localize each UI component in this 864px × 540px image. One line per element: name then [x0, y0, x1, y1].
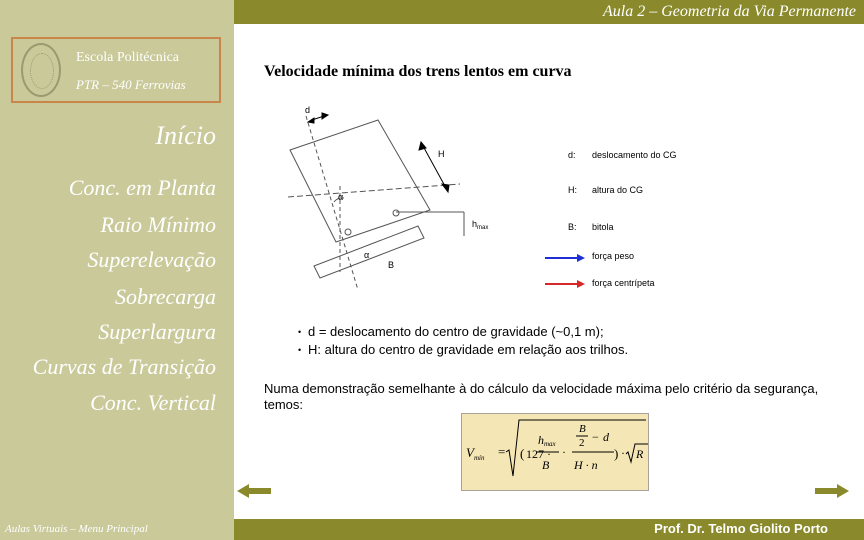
legend-desc-d: deslocamento do CG: [592, 150, 677, 160]
diagram-B-label: B: [388, 260, 395, 270]
vehicle-body: [290, 120, 430, 242]
rail-right: [393, 210, 399, 216]
svg-text:Vmín: $V_{mín}$: [466, 445, 485, 462]
arrow-right-icon: [815, 484, 849, 498]
diagram-alpha-2: α: [364, 250, 370, 260]
menu-item-sobrecarga[interactable]: Sobrecarga: [114, 284, 216, 309]
header-bar: [234, 0, 864, 24]
prev-slide-button[interactable]: [237, 484, 273, 498]
demonstration-paragraph: Numa demonstração semelhante à do cálculo da velocidade máxima pelo critério da segurança, temos:: [264, 381, 819, 412]
svg-text:R: R: [636, 447, 644, 461]
svg-text:B: B: [542, 458, 550, 472]
school-logo: [11, 37, 221, 103]
author-name: Prof. Dr. Telmo Giolito Porto: [654, 521, 828, 536]
footer-bar: [234, 519, 864, 540]
svg-text:H · n: H · n: [574, 458, 598, 472]
diagram-hmax-label: $h_{max}$: [472, 219, 489, 231]
min-speed-formula: [461, 413, 649, 491]
bullet-H: • H: altura do centro de gravidade em relação aos trilhos.: [308, 341, 628, 359]
diagram-alpha-1: α: [338, 192, 344, 202]
legend-centripetal-force: força centrípeta: [592, 278, 655, 288]
svg-text:·: ·: [562, 445, 566, 459]
reference-line: [288, 184, 460, 197]
menu-item-inicio[interactable]: Início: [155, 121, 216, 150]
svg-text:·: ·: [547, 447, 551, 461]
menu-item-conc-vertical[interactable]: Conc. Vertical: [90, 390, 216, 415]
school-name: Escola Politécnica: [76, 50, 180, 65]
svg-text:): ): [614, 446, 619, 461]
legend-weight-force: força peso: [592, 251, 635, 261]
svg-text:−: −: [592, 430, 599, 444]
legend-key-d: d:: [568, 150, 576, 160]
diagram-H-label: H: [438, 149, 445, 159]
svg-text:hmax: hmax: [538, 433, 556, 448]
course-name: PTR – 540 Ferrovias: [76, 77, 186, 92]
svg-text:(: (: [520, 446, 525, 461]
rail-left: [345, 229, 351, 235]
bullet-list: [308, 323, 628, 359]
menu-item-curvas-transicao[interactable]: Curvas de Transição: [32, 354, 216, 379]
svg-text:B: B: [579, 423, 586, 435]
next-slide-button[interactable]: [815, 484, 851, 498]
arrow-left-icon: [237, 484, 271, 498]
menu-item-superlargura[interactable]: Superlargura: [98, 319, 216, 344]
menu-item-conc-planta[interactable]: Conc. em Planta: [68, 175, 216, 200]
diagram-d-label: d: [305, 105, 311, 115]
svg-text:d: d: [603, 430, 609, 444]
legend-key-H: H:: [568, 185, 577, 195]
school-seal-icon: [21, 43, 61, 97]
sidebar: [0, 0, 234, 540]
main-menu-link[interactable]: Aulas Virtuais – Menu Principal: [5, 523, 148, 535]
svg-text:=: =: [498, 444, 506, 459]
svg-text:·: ·: [621, 446, 625, 460]
menu-item-raio-minimo[interactable]: Raio Mínimo: [100, 212, 216, 237]
slide-title: Velocidade mínima dos trens lentos em curva: [264, 63, 572, 80]
menu-item-superelevacao[interactable]: Superelevação: [87, 247, 216, 272]
legend-desc-B: bitola: [592, 222, 614, 232]
legend-key-B: B:: [568, 222, 577, 232]
bullet-d: • d = deslocamento do centro de gravidade (~0,1 m);: [308, 323, 628, 341]
lesson-title: Aula 2 – Geometria da Via Permanente: [603, 3, 856, 20]
svg-text:127: 127: [526, 447, 544, 461]
svg-text:2: 2: [579, 437, 585, 449]
force-arrows: [543, 252, 587, 292]
legend-desc-H: altura do CG: [592, 185, 644, 195]
